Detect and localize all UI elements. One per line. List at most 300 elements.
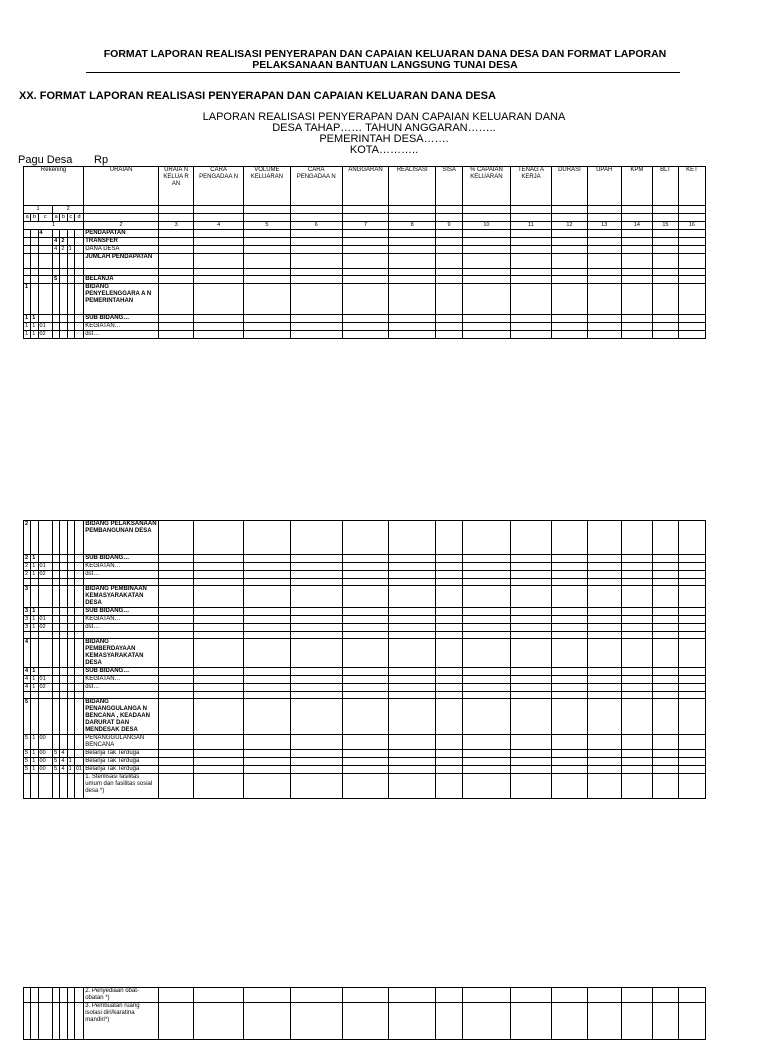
value-cell bbox=[652, 735, 678, 750]
value-cell bbox=[290, 1003, 342, 1040]
value-cell bbox=[290, 521, 342, 555]
rekening-code-cell bbox=[60, 699, 67, 735]
value-cell bbox=[389, 988, 436, 1003]
rekening-code-cell bbox=[24, 692, 31, 699]
table-row bbox=[24, 766, 706, 774]
value-cell bbox=[552, 639, 587, 668]
value-cell bbox=[510, 676, 552, 684]
rekening-code-cell bbox=[38, 284, 53, 315]
value-cell bbox=[389, 563, 436, 571]
value-cell bbox=[652, 766, 678, 774]
rekening-code-cell bbox=[53, 521, 60, 555]
header-row bbox=[24, 167, 706, 206]
value-cell bbox=[342, 315, 389, 323]
rekening-code-cell bbox=[53, 284, 60, 315]
value-cell bbox=[436, 684, 463, 692]
rekening-code-cell bbox=[67, 608, 74, 616]
rekening-code-cell bbox=[53, 323, 60, 331]
value-cell bbox=[389, 555, 436, 563]
column-number: 12 bbox=[552, 222, 587, 230]
value-cell bbox=[621, 323, 652, 331]
value-cell bbox=[158, 246, 193, 254]
value-cell bbox=[342, 276, 389, 284]
value-cell bbox=[678, 766, 705, 774]
rekening-code-cell bbox=[74, 269, 83, 276]
value-cell bbox=[342, 563, 389, 571]
table-row bbox=[24, 555, 706, 563]
value-cell bbox=[389, 624, 436, 632]
value-cell bbox=[436, 331, 463, 339]
value-cell bbox=[290, 246, 342, 254]
rekening-code-cell bbox=[31, 692, 38, 699]
value-cell bbox=[194, 521, 244, 555]
value-cell bbox=[290, 616, 342, 624]
value-cell bbox=[290, 571, 342, 579]
value-cell bbox=[652, 238, 678, 246]
value-cell bbox=[652, 579, 678, 586]
value-cell bbox=[158, 632, 193, 639]
value-cell bbox=[652, 632, 678, 639]
value-cell bbox=[290, 750, 342, 758]
rekening-code-cell: 2 bbox=[60, 238, 67, 246]
rekening-code-cell bbox=[67, 774, 74, 799]
value-cell bbox=[389, 331, 436, 339]
rekening-code-cell bbox=[53, 735, 60, 750]
value-cell bbox=[510, 684, 552, 692]
rekening-code-cell: 1 bbox=[31, 676, 38, 684]
rekening-code-cell: 5 bbox=[53, 766, 60, 774]
value-cell bbox=[621, 1003, 652, 1040]
rekening-code-cell bbox=[60, 1003, 67, 1040]
rekening-code-cell bbox=[67, 579, 74, 586]
table-row bbox=[24, 684, 706, 692]
table-row bbox=[24, 238, 706, 246]
value-cell bbox=[342, 238, 389, 246]
rekening-code-cell bbox=[67, 230, 74, 238]
rekening-code-cell: 3 bbox=[24, 624, 31, 632]
table-row bbox=[24, 632, 706, 639]
rekening-code-cell bbox=[60, 284, 67, 315]
value-cell bbox=[463, 735, 511, 750]
value-cell bbox=[510, 774, 552, 799]
rekening-code-cell bbox=[53, 608, 60, 616]
table-row bbox=[24, 284, 706, 315]
value-cell bbox=[290, 586, 342, 608]
value-cell bbox=[652, 639, 678, 668]
rekening-code-cell bbox=[53, 571, 60, 579]
value-cell bbox=[510, 586, 552, 608]
value-cell bbox=[510, 331, 552, 339]
column-number: 4 bbox=[194, 222, 244, 230]
column-number-row bbox=[24, 222, 706, 230]
value-cell bbox=[244, 774, 291, 799]
value-cell bbox=[342, 246, 389, 254]
rekening-code-cell bbox=[67, 555, 74, 563]
rekening-code-cell bbox=[31, 238, 38, 246]
table-row bbox=[24, 521, 706, 555]
value-cell bbox=[678, 774, 705, 799]
rekening-code-cell bbox=[60, 586, 67, 608]
rekening-code-cell: 02 bbox=[38, 624, 53, 632]
value-cell bbox=[552, 774, 587, 799]
value-cell bbox=[463, 766, 511, 774]
value-cell bbox=[244, 676, 291, 684]
value-cell bbox=[678, 246, 705, 254]
value-cell bbox=[158, 586, 193, 608]
value-cell bbox=[436, 616, 463, 624]
value-cell bbox=[587, 758, 621, 766]
value-cell bbox=[652, 699, 678, 735]
table-row bbox=[24, 230, 706, 238]
value-cell bbox=[652, 315, 678, 323]
rekening-code-cell bbox=[31, 579, 38, 586]
value-cell bbox=[678, 579, 705, 586]
value-cell bbox=[652, 323, 678, 331]
value-cell bbox=[389, 230, 436, 238]
value-cell bbox=[342, 632, 389, 639]
value-cell bbox=[552, 586, 587, 608]
rekening-code-cell: 2 bbox=[60, 246, 67, 254]
value-cell bbox=[652, 230, 678, 238]
table-row bbox=[24, 676, 706, 684]
rekening-group-1: 1 bbox=[24, 206, 53, 214]
rekening-code-cell: 1 bbox=[31, 571, 38, 579]
value-cell bbox=[552, 230, 587, 238]
uraian-cell: PENDAPATAN bbox=[84, 230, 159, 238]
rekening-code-cell: 5 bbox=[24, 699, 31, 735]
rekening-code-cell bbox=[24, 254, 31, 269]
value-cell bbox=[194, 632, 244, 639]
rekening-code-cell bbox=[74, 315, 83, 323]
value-cell bbox=[510, 571, 552, 579]
rekening-code-cell: 1 bbox=[31, 766, 38, 774]
value-cell bbox=[436, 284, 463, 315]
value-cell bbox=[158, 750, 193, 758]
rekening-code-cell bbox=[53, 699, 60, 735]
table-row bbox=[24, 988, 706, 1003]
value-cell bbox=[552, 254, 587, 269]
value-cell bbox=[389, 735, 436, 750]
value-cell bbox=[436, 735, 463, 750]
value-cell bbox=[510, 699, 552, 735]
value-cell bbox=[244, 269, 291, 276]
rekening-code-cell bbox=[53, 254, 60, 269]
rekening-code-cell bbox=[31, 699, 38, 735]
uraian-cell: BIDANG PEMBERDAYAAN KEMASYARAKATAN DESA bbox=[84, 639, 159, 668]
value-cell bbox=[652, 284, 678, 315]
value-cell bbox=[552, 563, 587, 571]
value-cell bbox=[678, 632, 705, 639]
value-cell bbox=[290, 555, 342, 563]
value-cell bbox=[621, 230, 652, 238]
value-cell bbox=[678, 676, 705, 684]
rekening-code-cell: 1 bbox=[31, 624, 38, 632]
value-cell bbox=[510, 750, 552, 758]
value-cell bbox=[678, 1003, 705, 1040]
value-cell bbox=[678, 563, 705, 571]
rekening-code-cell bbox=[53, 616, 60, 624]
rekening-code-cell: 4 bbox=[60, 766, 67, 774]
rekening-code-cell bbox=[74, 563, 83, 571]
column-number: 14 bbox=[621, 222, 652, 230]
table-row bbox=[24, 331, 706, 339]
value-cell bbox=[436, 230, 463, 238]
value-cell bbox=[510, 276, 552, 284]
rekening-code-cell: 4 bbox=[60, 750, 67, 758]
value-cell bbox=[678, 521, 705, 555]
value-cell bbox=[244, 608, 291, 616]
rek-sub-label: a bbox=[53, 214, 60, 222]
rekening-code-cell: 1 bbox=[31, 315, 38, 323]
uraian-cell: BIDANG PEMBINAAN KEMASYARAKATAN DESA bbox=[84, 586, 159, 608]
value-cell bbox=[510, 1003, 552, 1040]
value-cell bbox=[342, 758, 389, 766]
value-cell bbox=[552, 684, 587, 692]
value-cell bbox=[621, 766, 652, 774]
table-row bbox=[24, 624, 706, 632]
value-cell bbox=[678, 586, 705, 608]
value-cell bbox=[463, 571, 511, 579]
value-cell bbox=[158, 988, 193, 1003]
value-cell bbox=[510, 624, 552, 632]
value-cell bbox=[587, 766, 621, 774]
value-cell bbox=[194, 323, 244, 331]
value-cell bbox=[436, 639, 463, 668]
col-header-7: ANGGARAN bbox=[342, 167, 389, 206]
value-cell bbox=[552, 276, 587, 284]
rekening-code-cell bbox=[60, 668, 67, 676]
value-cell bbox=[436, 563, 463, 571]
uraian-cell: dst… bbox=[84, 331, 159, 339]
value-cell bbox=[194, 608, 244, 616]
value-cell bbox=[463, 555, 511, 563]
value-cell bbox=[194, 774, 244, 799]
value-cell bbox=[389, 639, 436, 668]
value-cell bbox=[389, 608, 436, 616]
rekening-code-cell: 01 bbox=[38, 676, 53, 684]
value-cell bbox=[463, 254, 511, 269]
value-cell bbox=[463, 579, 511, 586]
value-cell bbox=[436, 766, 463, 774]
value-cell bbox=[621, 632, 652, 639]
value-cell bbox=[158, 230, 193, 238]
value-cell bbox=[158, 571, 193, 579]
value-cell bbox=[436, 1003, 463, 1040]
rekening-code-cell bbox=[60, 230, 67, 238]
rekening-code-cell bbox=[53, 579, 60, 586]
value-cell bbox=[244, 323, 291, 331]
rekening-code-cell bbox=[38, 639, 53, 668]
rek-sub-label: b bbox=[31, 214, 38, 222]
value-cell bbox=[290, 323, 342, 331]
value-cell bbox=[244, 331, 291, 339]
value-cell bbox=[290, 254, 342, 269]
value-cell bbox=[621, 315, 652, 323]
value-cell bbox=[436, 624, 463, 632]
rekening-code-cell bbox=[31, 246, 38, 254]
rekening-code-cell: 01 bbox=[38, 563, 53, 571]
value-cell bbox=[436, 323, 463, 331]
rekening-code-cell bbox=[60, 555, 67, 563]
report-title-line-2: DESA TAHAP…… TAHUN ANGGARAN…….. bbox=[272, 122, 496, 134]
rekening-code-cell: 3 bbox=[24, 608, 31, 616]
rekening-code-cell bbox=[67, 668, 74, 676]
value-cell bbox=[678, 555, 705, 563]
value-cell bbox=[194, 735, 244, 750]
value-cell bbox=[652, 269, 678, 276]
value-cell bbox=[158, 315, 193, 323]
value-cell bbox=[587, 684, 621, 692]
report-title-line-3: PEMERINTAH DESA……. bbox=[319, 133, 449, 145]
table-row bbox=[24, 774, 706, 799]
rekening-code-cell bbox=[53, 555, 60, 563]
value-cell bbox=[342, 684, 389, 692]
rekening-code-cell bbox=[74, 758, 83, 766]
value-cell bbox=[342, 692, 389, 699]
value-cell bbox=[652, 616, 678, 624]
value-cell bbox=[510, 692, 552, 699]
value-cell bbox=[621, 692, 652, 699]
rekening-code-cell bbox=[60, 579, 67, 586]
value-cell bbox=[389, 571, 436, 579]
rekening-code-cell bbox=[31, 230, 38, 238]
value-cell bbox=[510, 269, 552, 276]
rekening-code-cell: 2 bbox=[24, 563, 31, 571]
value-cell bbox=[244, 988, 291, 1003]
value-cell bbox=[678, 616, 705, 624]
value-cell bbox=[463, 758, 511, 766]
value-cell bbox=[510, 616, 552, 624]
rekening-code-cell: 4 bbox=[53, 238, 60, 246]
value-cell bbox=[342, 230, 389, 238]
rekening-code-cell bbox=[38, 276, 53, 284]
value-cell bbox=[342, 555, 389, 563]
value-cell bbox=[290, 774, 342, 799]
uraian-cell: DANA DESA bbox=[84, 246, 159, 254]
value-cell bbox=[652, 676, 678, 684]
value-cell bbox=[342, 254, 389, 269]
rekening-code-cell bbox=[31, 269, 38, 276]
value-cell bbox=[244, 238, 291, 246]
pagu-rp: Rp bbox=[94, 154, 109, 166]
value-cell bbox=[587, 692, 621, 699]
value-cell bbox=[244, 758, 291, 766]
value-cell bbox=[463, 238, 511, 246]
table-row bbox=[24, 699, 706, 735]
rekening-code-cell bbox=[31, 521, 38, 555]
rekening-code-cell bbox=[38, 608, 53, 616]
table-row bbox=[24, 269, 706, 276]
value-cell bbox=[194, 238, 244, 246]
rekening-code-cell bbox=[24, 246, 31, 254]
value-cell bbox=[290, 608, 342, 616]
value-cell bbox=[389, 774, 436, 799]
rekening-code-cell bbox=[67, 563, 74, 571]
rekening-code-cell: 00 bbox=[38, 758, 53, 766]
value-cell bbox=[587, 586, 621, 608]
rekening-code-cell bbox=[53, 331, 60, 339]
value-cell bbox=[194, 1003, 244, 1040]
rekening-code-cell bbox=[67, 323, 74, 331]
rekening-code-cell bbox=[38, 1003, 53, 1040]
rekening-code-cell: 4 bbox=[60, 758, 67, 766]
rekening-code-cell bbox=[74, 323, 83, 331]
rekening-code-cell: 5 bbox=[53, 750, 60, 758]
value-cell bbox=[244, 624, 291, 632]
value-cell bbox=[158, 624, 193, 632]
rekening-code-cell bbox=[74, 624, 83, 632]
rekening-code-cell: 2 bbox=[24, 555, 31, 563]
value-cell bbox=[158, 254, 193, 269]
rekening-code-cell bbox=[24, 276, 31, 284]
value-cell bbox=[621, 571, 652, 579]
value-cell bbox=[290, 668, 342, 676]
value-cell bbox=[587, 331, 621, 339]
value-cell bbox=[436, 579, 463, 586]
rekening-code-cell bbox=[67, 624, 74, 632]
table-row bbox=[24, 276, 706, 284]
value-cell bbox=[587, 616, 621, 624]
rekening-code-cell bbox=[53, 668, 60, 676]
value-cell bbox=[552, 331, 587, 339]
table-row bbox=[24, 668, 706, 676]
uraian-cell bbox=[84, 579, 159, 586]
uraian-cell bbox=[84, 632, 159, 639]
value-cell bbox=[463, 750, 511, 758]
value-cell bbox=[290, 276, 342, 284]
rekening-code-cell bbox=[67, 331, 74, 339]
uraian-cell: BIDANG PELAKSANAAN PEMBANGUNAN DESA bbox=[84, 521, 159, 555]
value-cell bbox=[463, 269, 511, 276]
value-cell bbox=[244, 616, 291, 624]
value-cell bbox=[436, 238, 463, 246]
uraian-cell: dst… bbox=[84, 684, 159, 692]
rekening-code-cell bbox=[24, 230, 31, 238]
table-row bbox=[24, 323, 706, 331]
value-cell bbox=[621, 639, 652, 668]
rekening-code-cell bbox=[74, 774, 83, 799]
rekening-code-cell: 1 bbox=[31, 555, 38, 563]
rekening-code-cell: 1 bbox=[24, 284, 31, 315]
value-cell bbox=[389, 276, 436, 284]
value-cell bbox=[158, 676, 193, 684]
value-cell bbox=[158, 521, 193, 555]
rekening-code-cell bbox=[38, 315, 53, 323]
uraian-cell: Belanja Tak Terduga bbox=[84, 766, 159, 774]
value-cell bbox=[244, 276, 291, 284]
col-header-16: KET bbox=[678, 167, 705, 206]
value-cell bbox=[342, 774, 389, 799]
value-cell bbox=[290, 676, 342, 684]
value-cell bbox=[652, 331, 678, 339]
value-cell bbox=[652, 750, 678, 758]
value-cell bbox=[463, 586, 511, 608]
rekening-code-cell bbox=[60, 571, 67, 579]
rekening-code-cell bbox=[74, 238, 83, 246]
rekening-code-cell bbox=[74, 692, 83, 699]
rekening-code-cell bbox=[53, 624, 60, 632]
rekening-code-cell bbox=[67, 684, 74, 692]
rekening-code-cell: 4 bbox=[38, 230, 53, 238]
rekening-code-cell bbox=[24, 632, 31, 639]
rekening-code-cell: 02 bbox=[38, 331, 53, 339]
rekening-code-cell: 1 bbox=[67, 766, 74, 774]
value-cell bbox=[290, 692, 342, 699]
col-header-5: VOLUME KELUARAN bbox=[244, 167, 291, 206]
rekening-code-cell bbox=[67, 586, 74, 608]
rekening-code-cell: 1 bbox=[31, 750, 38, 758]
rekening-code-cell bbox=[31, 774, 38, 799]
